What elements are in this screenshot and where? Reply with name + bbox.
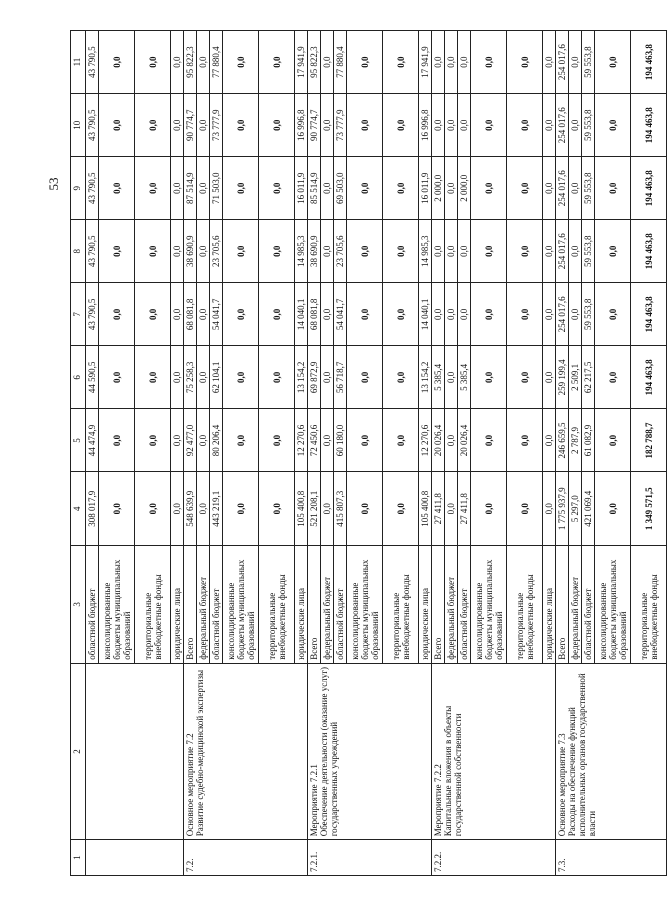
value-cell: 44 590,5 [86, 346, 99, 409]
value-cell: 0,0 [223, 220, 259, 283]
value-cell: 0,0 [383, 346, 419, 409]
value-cell: 0,0 [569, 157, 582, 220]
value-cell: 1 349 571,5 [631, 472, 667, 546]
value-cell: 0,0 [383, 409, 419, 472]
value-cell: 0,0 [471, 220, 507, 283]
column-header: 10 [71, 94, 86, 157]
value-cell: 0,0 [445, 220, 458, 283]
value-cell: 54 041,7 [334, 283, 347, 346]
value-cell: 20 026,4 [432, 409, 445, 472]
value-cell: 0,0 [135, 346, 171, 409]
value-cell: 59 553,8 [582, 283, 595, 346]
value-cell: 69 503,0 [334, 157, 347, 220]
value-cell: 0,0 [507, 409, 543, 472]
column-header: 3 [71, 546, 86, 664]
value-cell: 0,0 [321, 31, 334, 94]
value-cell: 0,0 [99, 472, 135, 546]
value-cell: 43 790,5 [86, 157, 99, 220]
value-cell: 62 217,5 [582, 346, 595, 409]
value-cell: 43 790,5 [86, 31, 99, 94]
value-cell: 0,0 [445, 409, 458, 472]
value-cell: 44 474,9 [86, 409, 99, 472]
value-cell: 0,0 [471, 346, 507, 409]
value-cell: 77 880,4 [210, 31, 223, 94]
value-cell: 0,0 [595, 409, 631, 472]
row-number: 7.2.2. [432, 840, 556, 876]
row-number: 7.3. [556, 840, 667, 876]
funding-source: федеральный бюджет [321, 546, 334, 664]
value-cell: 254 017,6 [556, 31, 569, 94]
value-cell: 56 718,7 [334, 346, 347, 409]
funding-source: консолидированные бюджеты муниципальных образований [471, 546, 507, 664]
measure-name [432, 663, 556, 840]
value-cell: 0,0 [383, 472, 419, 546]
funding-source: юридические лица [295, 546, 308, 664]
value-cell: 0,0 [543, 472, 556, 546]
measure-name-line: Мероприятие 7.2.1 [309, 764, 319, 837]
value-cell: 0,0 [321, 409, 334, 472]
rotated-table-container [70, 30, 659, 876]
value-cell: 0,0 [347, 94, 383, 157]
value-cell: 5 297,0 [569, 472, 582, 546]
value-cell: 61 082,9 [582, 409, 595, 472]
value-cell: 0,0 [432, 31, 445, 94]
value-cell: 43 790,5 [86, 220, 99, 283]
funding-source: областной бюджет [458, 546, 471, 664]
funding-source: областной бюджет [210, 546, 223, 664]
value-cell: 0,0 [321, 472, 334, 546]
value-cell: 0,0 [223, 346, 259, 409]
value-cell: 0,0 [543, 94, 556, 157]
value-cell: 72 450,6 [308, 409, 321, 472]
value-cell: 0,0 [347, 157, 383, 220]
value-cell: 0,0 [99, 220, 135, 283]
value-cell: 0,0 [171, 94, 184, 157]
value-cell: 0,0 [347, 409, 383, 472]
value-cell: 0,0 [458, 220, 471, 283]
value-cell: 415 807,3 [334, 472, 347, 546]
value-cell: 0,0 [347, 31, 383, 94]
column-header: 6 [71, 346, 86, 409]
value-cell: 14 040,1 [295, 283, 308, 346]
value-cell: 0,0 [507, 157, 543, 220]
funding-source: консолидированные бюджеты муниципальных образований [223, 546, 259, 664]
value-cell: 0,0 [507, 220, 543, 283]
value-cell: 60 180,0 [334, 409, 347, 472]
value-cell: 73 777,9 [334, 94, 347, 157]
value-cell: 194 463,8 [631, 283, 667, 346]
value-cell: 0,0 [471, 31, 507, 94]
value-cell: 16 011,9 [295, 157, 308, 220]
funding-source: территориальные внебюджетные фонды [631, 546, 667, 664]
header-row [71, 31, 86, 876]
funding-source: консолидированные бюджеты муниципальных образований [347, 546, 383, 664]
table-row [86, 31, 99, 876]
value-cell: 62 104,1 [210, 346, 223, 409]
value-cell: 2 000,0 [458, 157, 471, 220]
value-cell: 17 941,9 [419, 31, 432, 94]
value-cell: 0,0 [135, 157, 171, 220]
value-cell: 0,0 [197, 283, 210, 346]
funding-source: территориальные внебюджетные фонды [259, 546, 295, 664]
value-cell: 14 985,3 [419, 220, 432, 283]
value-cell: 0,0 [99, 94, 135, 157]
value-cell: 0,0 [197, 472, 210, 546]
value-cell: 85 514,9 [308, 157, 321, 220]
value-cell: 95 822,3 [184, 31, 197, 94]
value-cell: 75 258,3 [184, 346, 197, 409]
column-header: 4 [71, 472, 86, 546]
value-cell: 0,0 [135, 283, 171, 346]
value-cell: 0,0 [543, 409, 556, 472]
value-cell: 0,0 [432, 283, 445, 346]
funding-source: консолидированные бюджеты муниципальных образований [595, 546, 631, 664]
value-cell: 0,0 [321, 283, 334, 346]
value-cell: 0,0 [223, 94, 259, 157]
measure-name-line: Основное мероприятие 7.2 [185, 733, 195, 837]
value-cell: 95 822,3 [308, 31, 321, 94]
value-cell: 308 017,9 [86, 472, 99, 546]
funding-source: Всего [184, 546, 197, 664]
measure-name-line: Капитальные вложения в объекты государственной собственности [443, 705, 463, 837]
value-cell: 0,0 [543, 283, 556, 346]
value-cell: 59 553,8 [582, 31, 595, 94]
value-cell: 2 787,9 [569, 409, 582, 472]
value-cell: 27 411,8 [458, 472, 471, 546]
value-cell: 0,0 [135, 409, 171, 472]
value-cell: 521 208,1 [308, 472, 321, 546]
value-cell: 68 081,8 [184, 283, 197, 346]
value-cell: 0,0 [223, 31, 259, 94]
value-cell: 259 199,4 [556, 346, 569, 409]
value-cell: 0,0 [471, 94, 507, 157]
value-cell: 0,0 [347, 346, 383, 409]
value-cell: 0,0 [259, 346, 295, 409]
value-cell: 0,0 [259, 31, 295, 94]
value-cell: 0,0 [347, 220, 383, 283]
value-cell: 194 463,8 [631, 31, 667, 94]
value-cell: 80 206,4 [210, 409, 223, 472]
value-cell: 2 509,1 [569, 346, 582, 409]
value-cell: 68 081,8 [308, 283, 321, 346]
funding-source: федеральный бюджет [445, 546, 458, 664]
table-body [86, 31, 667, 876]
budget-table [70, 30, 667, 876]
funding-source: областной бюджет [334, 546, 347, 664]
value-cell: 0,0 [135, 220, 171, 283]
value-cell: 0,0 [171, 283, 184, 346]
value-cell: 0,0 [171, 220, 184, 283]
value-cell: 0,0 [471, 283, 507, 346]
value-cell: 0,0 [259, 409, 295, 472]
table-row [184, 31, 197, 876]
value-cell: 0,0 [383, 157, 419, 220]
value-cell: 0,0 [259, 220, 295, 283]
value-cell: 0,0 [543, 220, 556, 283]
value-cell: 0,0 [171, 31, 184, 94]
value-cell: 23 705,6 [210, 220, 223, 283]
value-cell: 0,0 [543, 31, 556, 94]
measure-name [308, 663, 432, 840]
value-cell: 0,0 [445, 94, 458, 157]
row-number: 7.2.1. [308, 840, 432, 876]
column-header: 8 [71, 220, 86, 283]
value-cell: 194 463,8 [631, 157, 667, 220]
value-cell: 0,0 [99, 409, 135, 472]
value-cell: 0,0 [595, 94, 631, 157]
value-cell: 16 996,8 [419, 94, 432, 157]
value-cell: 0,0 [595, 472, 631, 546]
value-cell: 87 514,9 [184, 157, 197, 220]
value-cell: 421 069,4 [582, 472, 595, 546]
row-number: 7.2. [184, 840, 308, 876]
value-cell: 246 659,5 [556, 409, 569, 472]
value-cell: 0,0 [507, 346, 543, 409]
value-cell: 0,0 [259, 94, 295, 157]
measure-name [86, 663, 184, 840]
funding-source: Всего [432, 546, 445, 664]
value-cell: 2 000,0 [432, 157, 445, 220]
value-cell: 77 880,4 [334, 31, 347, 94]
measure-name-line: Мероприятие 7.2.2 [433, 764, 443, 837]
value-cell: 0,0 [458, 31, 471, 94]
funding-source: юридические лица [543, 546, 556, 664]
funding-source: федеральный бюджет [569, 546, 582, 664]
value-cell: 194 463,8 [631, 94, 667, 157]
value-cell: 0,0 [569, 31, 582, 94]
value-cell: 0,0 [259, 157, 295, 220]
value-cell: 0,0 [543, 346, 556, 409]
value-cell: 0,0 [445, 283, 458, 346]
value-cell: 71 503,0 [210, 157, 223, 220]
value-cell: 90 774,7 [184, 94, 197, 157]
value-cell: 43 790,5 [86, 94, 99, 157]
value-cell: 194 463,8 [631, 220, 667, 283]
value-cell: 0,0 [543, 157, 556, 220]
funding-source: юридические лица [171, 546, 184, 664]
funding-source: юридические лица [419, 546, 432, 664]
value-cell: 0,0 [99, 346, 135, 409]
value-cell: 0,0 [507, 283, 543, 346]
value-cell: 14 985,3 [295, 220, 308, 283]
value-cell: 0,0 [171, 346, 184, 409]
value-cell: 0,0 [569, 283, 582, 346]
value-cell: 0,0 [197, 220, 210, 283]
value-cell: 0,0 [321, 157, 334, 220]
value-cell: 0,0 [259, 472, 295, 546]
value-cell: 0,0 [197, 409, 210, 472]
value-cell: 1 775 937,9 [556, 472, 569, 546]
value-cell: 13 154,2 [295, 346, 308, 409]
funding-source: областной бюджет [86, 546, 99, 664]
column-header: 11 [71, 31, 86, 94]
value-cell: 182 788,7 [631, 409, 667, 472]
value-cell: 0,0 [321, 94, 334, 157]
value-cell: 59 553,8 [582, 94, 595, 157]
value-cell: 0,0 [135, 31, 171, 94]
value-cell: 0,0 [383, 220, 419, 283]
value-cell: 0,0 [347, 283, 383, 346]
value-cell: 69 872,9 [308, 346, 321, 409]
value-cell: 27 411,8 [432, 472, 445, 546]
measure-name [184, 663, 308, 840]
value-cell: 0,0 [223, 283, 259, 346]
value-cell: 0,0 [321, 346, 334, 409]
measure-name-line: Развитие судебно-медицинской экспертизы [195, 669, 205, 837]
value-cell: 43 790,5 [86, 283, 99, 346]
funding-source: территориальные внебюджетные фонды [135, 546, 171, 664]
value-cell: 0,0 [458, 283, 471, 346]
value-cell: 20 026,4 [458, 409, 471, 472]
measure-name-line: Расходы на обеспечение функций исполнительных органов государственной власти [567, 673, 597, 837]
value-cell: 59 553,8 [582, 220, 595, 283]
measure-name-line: Обеспечение деятельности (оказание услуг) государственных учреждений [319, 667, 339, 837]
value-cell: 0,0 [471, 157, 507, 220]
value-cell: 5 385,4 [458, 346, 471, 409]
column-header: 1 [71, 840, 86, 876]
value-cell: 0,0 [171, 409, 184, 472]
value-cell: 17 941,9 [295, 31, 308, 94]
value-cell: 254 017,6 [556, 220, 569, 283]
value-cell: 0,0 [135, 94, 171, 157]
page-number: 53 [46, 177, 61, 191]
table-row [432, 31, 445, 876]
value-cell: 0,0 [383, 283, 419, 346]
funding-source: территориальные внебюджетные фонды [383, 546, 419, 664]
value-cell: 0,0 [569, 220, 582, 283]
value-cell: 254 017,6 [556, 94, 569, 157]
value-cell: 0,0 [171, 472, 184, 546]
value-cell: 0,0 [99, 283, 135, 346]
value-cell: 16 996,8 [295, 94, 308, 157]
value-cell: 54 041,7 [210, 283, 223, 346]
measure-name [556, 663, 667, 840]
value-cell: 59 553,8 [582, 157, 595, 220]
value-cell: 0,0 [471, 409, 507, 472]
funding-source: консолидированные бюджеты муниципальных образований [99, 546, 135, 664]
value-cell: 0,0 [197, 31, 210, 94]
value-cell: 105 400,8 [295, 472, 308, 546]
value-cell: 12 270,6 [419, 409, 432, 472]
value-cell: 0,0 [321, 220, 334, 283]
value-cell: 0,0 [197, 157, 210, 220]
value-cell: 0,0 [445, 472, 458, 546]
value-cell: 0,0 [445, 346, 458, 409]
table-row [556, 31, 569, 876]
funding-source: областной бюджет [582, 546, 595, 664]
funding-source: Всего [556, 546, 569, 664]
value-cell: 0,0 [171, 157, 184, 220]
column-header: 5 [71, 409, 86, 472]
value-cell: 0,0 [259, 283, 295, 346]
value-cell: 0,0 [595, 283, 631, 346]
value-cell: 0,0 [99, 31, 135, 94]
value-cell: 38 690,9 [308, 220, 321, 283]
value-cell: 5 385,4 [432, 346, 445, 409]
value-cell: 0,0 [507, 472, 543, 546]
value-cell: 0,0 [432, 220, 445, 283]
value-cell: 0,0 [595, 346, 631, 409]
table-row [308, 31, 321, 876]
value-cell: 0,0 [507, 31, 543, 94]
value-cell: 0,0 [595, 157, 631, 220]
value-cell: 0,0 [458, 94, 471, 157]
value-cell: 0,0 [445, 31, 458, 94]
value-cell: 0,0 [471, 472, 507, 546]
column-header: 9 [71, 157, 86, 220]
value-cell: 548 639,9 [184, 472, 197, 546]
value-cell: 0,0 [595, 220, 631, 283]
value-cell: 254 017,6 [556, 283, 569, 346]
funding-source: федеральный бюджет [197, 546, 210, 664]
value-cell: 0,0 [432, 94, 445, 157]
funding-source: Всего [308, 546, 321, 664]
measure-name-line: Основное мероприятие 7.3 [557, 733, 567, 837]
value-cell: 12 270,6 [295, 409, 308, 472]
funding-source: территориальные внебюджетные фонды [507, 546, 543, 664]
value-cell: 0,0 [569, 94, 582, 157]
value-cell: 0,0 [223, 157, 259, 220]
value-cell: 0,0 [347, 472, 383, 546]
value-cell: 0,0 [507, 94, 543, 157]
value-cell: 0,0 [99, 157, 135, 220]
value-cell: 0,0 [135, 472, 171, 546]
value-cell: 0,0 [383, 94, 419, 157]
value-cell: 0,0 [383, 31, 419, 94]
value-cell: 0,0 [197, 94, 210, 157]
value-cell: 254 017,6 [556, 157, 569, 220]
value-cell: 0,0 [197, 346, 210, 409]
value-cell: 38 690,9 [184, 220, 197, 283]
value-cell: 13 154,2 [419, 346, 432, 409]
value-cell: 92 477,0 [184, 409, 197, 472]
value-cell: 0,0 [223, 472, 259, 546]
value-cell: 0,0 [595, 31, 631, 94]
value-cell: 194 463,8 [631, 346, 667, 409]
row-number [86, 840, 184, 876]
value-cell: 105 400,8 [419, 472, 432, 546]
value-cell: 16 011,9 [419, 157, 432, 220]
value-cell: 23 705,6 [334, 220, 347, 283]
column-header: 7 [71, 283, 86, 346]
value-cell: 73 777,9 [210, 94, 223, 157]
value-cell: 443 219,1 [210, 472, 223, 546]
value-cell: 90 774,7 [308, 94, 321, 157]
value-cell: 0,0 [223, 409, 259, 472]
value-cell: 0,0 [445, 157, 458, 220]
column-header: 2 [71, 663, 86, 840]
value-cell: 14 040,1 [419, 283, 432, 346]
